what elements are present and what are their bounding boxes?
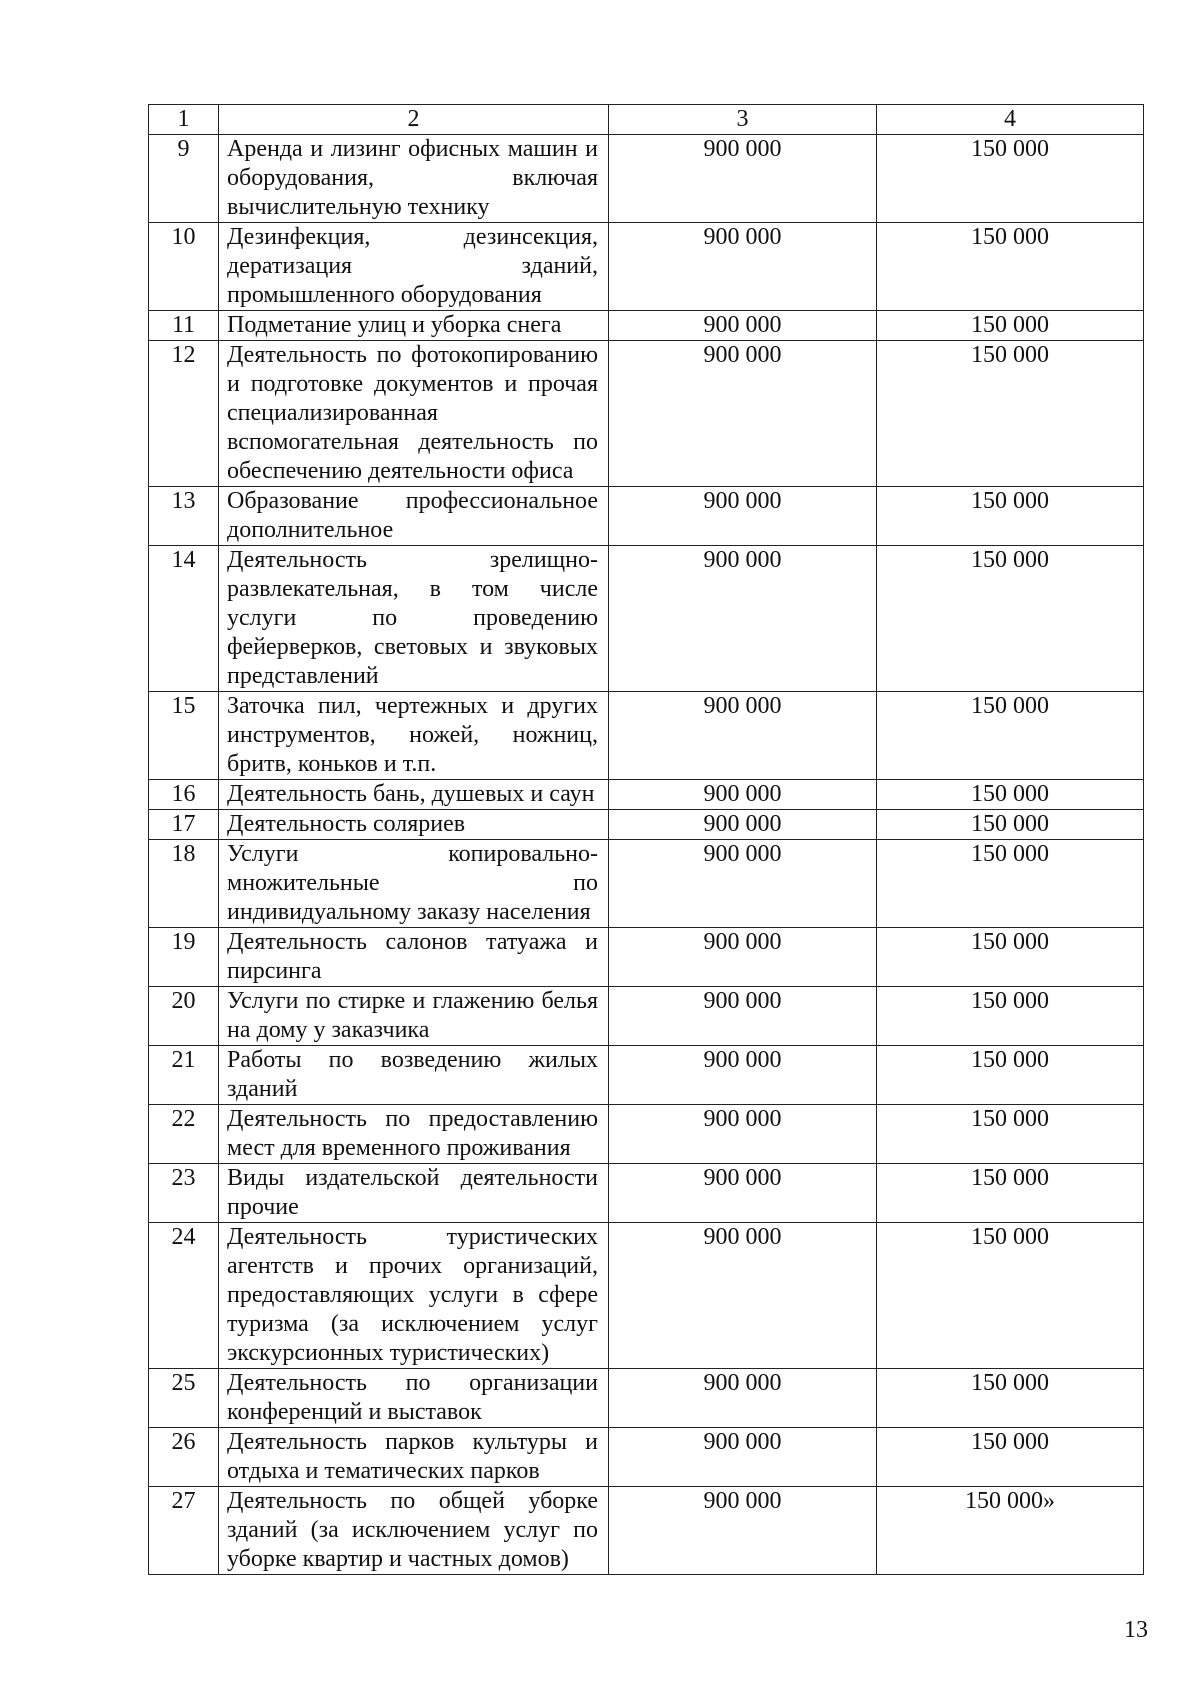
value-col-3: 900 000 [609,1487,877,1575]
value-col-4: 150 000 [877,1369,1144,1428]
table-row [149,341,1144,487]
value-col-4: 150 000 [877,780,1144,810]
row-number: 16 [149,780,219,810]
value-col-4: 150 000 [877,487,1144,546]
value-col-3: 900 000 [609,311,877,341]
table-row [149,987,1144,1046]
value-col-4: 150 000 [877,1105,1144,1164]
value-col-4: 150 000» [877,1487,1144,1575]
row-number: 14 [149,546,219,692]
value-col-3: 900 000 [609,692,877,780]
table-row [149,135,1144,223]
table-row [149,1046,1144,1105]
activity-description: Виды издательской деятельности прочие [219,1164,609,1223]
activity-description: Деятельность зрелищно-развлекательная, в том числе услуги по проведению фейерверков, световых и звуковых представлений [219,546,609,692]
header-col-2: 2 [219,105,609,135]
table-row [149,780,1144,810]
row-number: 21 [149,1046,219,1105]
row-number: 12 [149,341,219,487]
value-col-4: 150 000 [877,135,1144,223]
value-col-4: 150 000 [877,928,1144,987]
table-row [149,1369,1144,1428]
value-col-3: 900 000 [609,1105,877,1164]
row-number: 27 [149,1487,219,1575]
value-col-3: 900 000 [609,1046,877,1105]
activity-description: Деятельность туристических агентств и прочих организаций, предоставляющих услуги в сфере туризма (за исключением услуг экскурсионных туристических) [219,1223,609,1369]
value-col-3: 900 000 [609,1369,877,1428]
row-number: 17 [149,810,219,840]
activity-description: Деятельность парков культуры и отдыха и тематических парков [219,1428,609,1487]
table-row [149,546,1144,692]
activity-table [148,104,1144,1575]
value-col-3: 900 000 [609,1428,877,1487]
table-row [149,692,1144,780]
table-row [149,311,1144,341]
activity-description: Деятельность соляриев [219,810,609,840]
table-row [149,810,1144,840]
value-col-4: 150 000 [877,1046,1144,1105]
row-number: 15 [149,692,219,780]
value-col-3: 900 000 [609,840,877,928]
value-col-3: 900 000 [609,487,877,546]
header-col-4: 4 [877,105,1144,135]
activity-description: Подметание улиц и уборка снега [219,311,609,341]
table-row [149,1487,1144,1575]
activity-description: Деятельность салонов татуажа и пирсинга [219,928,609,987]
row-number: 23 [149,1164,219,1223]
value-col-3: 900 000 [609,987,877,1046]
activity-description: Аренда и лизинг офисных машин и оборудования, включая вычислительную технику [219,135,609,223]
activity-description: Деятельность по организации конференций и выставок [219,1369,609,1428]
value-col-3: 900 000 [609,341,877,487]
row-number: 20 [149,987,219,1046]
table-row [149,1164,1144,1223]
table-row [149,840,1144,928]
value-col-3: 900 000 [609,810,877,840]
value-col-4: 150 000 [877,1164,1144,1223]
value-col-3: 900 000 [609,928,877,987]
table-header-row [149,105,1144,135]
value-col-4: 150 000 [877,1223,1144,1369]
value-col-3: 900 000 [609,135,877,223]
value-col-4: 150 000 [877,546,1144,692]
value-col-4: 150 000 [877,1428,1144,1487]
table-row [149,223,1144,311]
activity-description: Услуги копировально-множительные по индивидуальному заказу населения [219,840,609,928]
activity-description: Деятельность по общей уборке зданий (за исключением услуг по уборке квартир и частных домов) [219,1487,609,1575]
row-number: 9 [149,135,219,223]
value-col-4: 150 000 [877,840,1144,928]
page-number: 13 [1124,1617,1148,1643]
activity-description: Услуги по стирке и глажению белья на дому у заказчика [219,987,609,1046]
header-col-3: 3 [609,105,877,135]
table-row [149,1223,1144,1369]
row-number: 24 [149,1223,219,1369]
header-col-1: 1 [149,105,219,135]
table-row [149,487,1144,546]
row-number: 25 [149,1369,219,1428]
value-col-3: 900 000 [609,780,877,810]
value-col-4: 150 000 [877,311,1144,341]
value-col-4: 150 000 [877,987,1144,1046]
value-col-4: 150 000 [877,692,1144,780]
activity-description: Образование профессиональное дополнительное [219,487,609,546]
value-col-4: 150 000 [877,341,1144,487]
value-col-4: 150 000 [877,223,1144,311]
activity-description: Работы по возведению жилых зданий [219,1046,609,1105]
activity-description: Деятельность бань, душевых и саун [219,780,609,810]
value-col-3: 900 000 [609,223,877,311]
row-number: 18 [149,840,219,928]
value-col-4: 150 000 [877,810,1144,840]
activity-description: Деятельность по предоставлению мест для временного проживания [219,1105,609,1164]
row-number: 22 [149,1105,219,1164]
table-row [149,928,1144,987]
activity-description: Заточка пил, чертежных и других инструментов, ножей, ножниц, бритв, коньков и т.п. [219,692,609,780]
row-number: 26 [149,1428,219,1487]
row-number: 19 [149,928,219,987]
table-row [149,1428,1144,1487]
row-number: 13 [149,487,219,546]
table-row [149,1105,1144,1164]
row-number: 10 [149,223,219,311]
value-col-3: 900 000 [609,1164,877,1223]
activity-description: Дезинфекция, дезинсекция, дератизация зданий, промышленного оборудования [219,223,609,311]
row-number: 11 [149,311,219,341]
activity-description: Деятельность по фотокопированию и подготовке документов и прочая специализированная вспомогательная деятельность по обеспечению деятельности офиса [219,341,609,487]
value-col-3: 900 000 [609,1223,877,1369]
value-col-3: 900 000 [609,546,877,692]
